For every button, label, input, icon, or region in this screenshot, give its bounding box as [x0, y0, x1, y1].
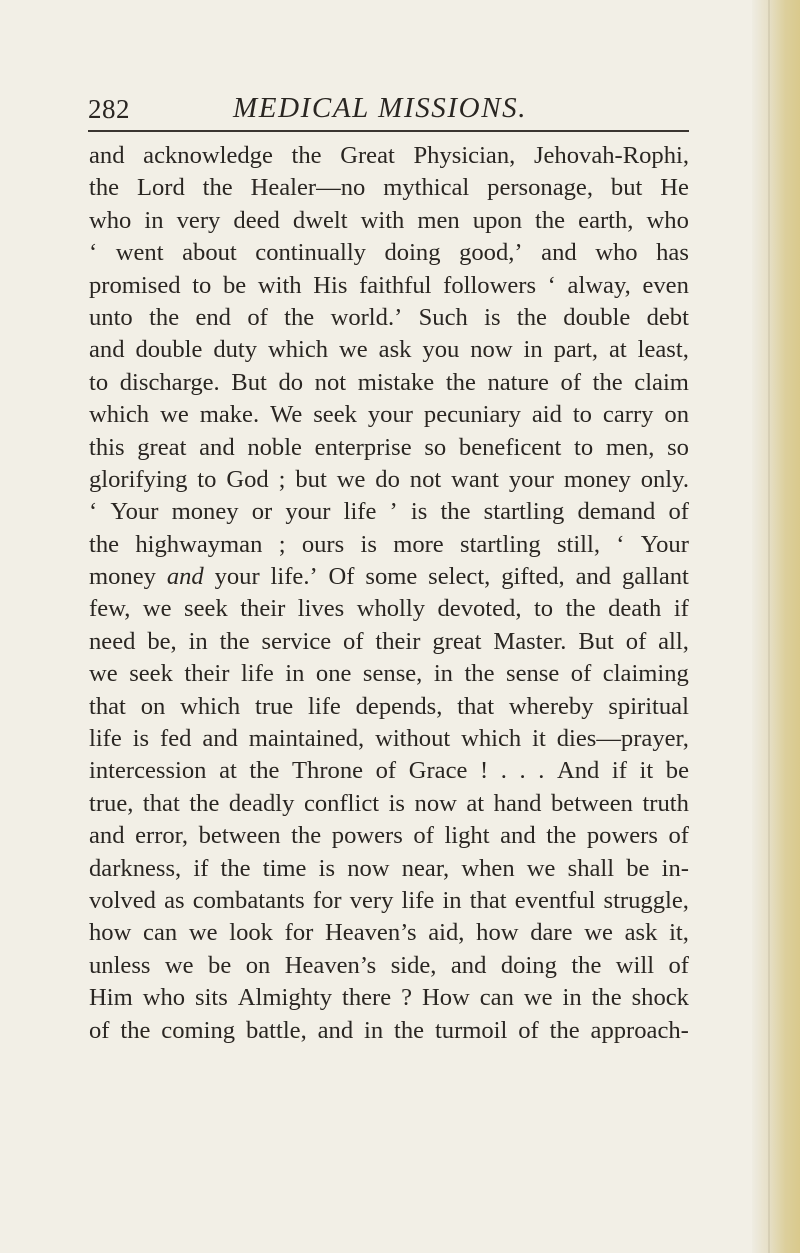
- text-line: darkness, if the time is now near, when we shall be in-: [89, 854, 689, 882]
- text-line: intercession at the Throne of Grace ! . . . And if it be: [89, 757, 689, 785]
- text-line: who in very deed dwelt with men upon the earth, who: [89, 206, 689, 234]
- text-line: the Lord the Healer—no mythical personage, but He: [89, 174, 689, 202]
- text-line: and acknowledge the Great Physician, Jehovah-Rophi,: [89, 142, 689, 169]
- text-line: true, that the deadly conflict is now at hand between truth: [89, 789, 689, 817]
- text-line: and error, between the powers of light and the powers of: [89, 822, 689, 850]
- running-title: MEDICAL MISSIONS.: [233, 92, 528, 124]
- page-number: 282: [88, 94, 130, 124]
- text-line: this great and noble enterprise so beneficent to men, so: [89, 433, 689, 461]
- text-line: promised to be with His faithful followers ‘ alway, even: [89, 271, 689, 299]
- text-line: and double duty which we ask you now in part, at least,: [89, 336, 689, 364]
- text-line: need be, in the service of their great Master. But of all,: [89, 627, 689, 655]
- text-line: volved as combatants for very life in that eventful struggle,: [89, 886, 689, 914]
- text-line: money and your life.’ Of some select, gifted, and gallant: [89, 563, 689, 591]
- text-line: ‘ went about continually doing good,’ and who has: [89, 239, 689, 267]
- text-line: life is fed and maintained, without which it dies—prayer,: [89, 725, 689, 753]
- text-line: that on which true life depends, that whereby spiritual: [89, 692, 689, 720]
- text-line: how can we look for Heaven’s aid, how dare we ask it,: [89, 919, 689, 947]
- text-line: we seek their life in one sense, in the sense of claiming: [89, 660, 689, 688]
- text-line: ‘ Your money or your life ’ is the startling demand of: [89, 498, 689, 526]
- text-line: which we make. We seek your pecuniary aid to carry on: [89, 401, 689, 429]
- running-head: [88, 92, 688, 132]
- text-line: of the coming battle, and in the turmoil of the approach-: [89, 1016, 689, 1044]
- text-line: to discharge. But do not mistake the nature of the claim: [89, 368, 689, 396]
- body-paragraph: [89, 140, 709, 1047]
- text-line: Him who sits Almighty there ? How can we in the shock: [89, 984, 689, 1012]
- text-line: few, we seek their lives wholly devoted, to the death if: [89, 595, 689, 623]
- text-line: glorifying to God ; but we do not want your money only.: [89, 465, 689, 493]
- text-line: unto the end of the world.’ Such is the double debt: [89, 303, 689, 331]
- binding-edge: [768, 0, 770, 1253]
- page-gutter-shadow: [752, 0, 800, 1253]
- header-rule: [88, 130, 689, 132]
- text-line: the highwayman ; ours is more startling still, ‘ Your: [89, 530, 689, 558]
- text-line: unless we be on Heaven’s side, and doing the will of: [89, 951, 689, 979]
